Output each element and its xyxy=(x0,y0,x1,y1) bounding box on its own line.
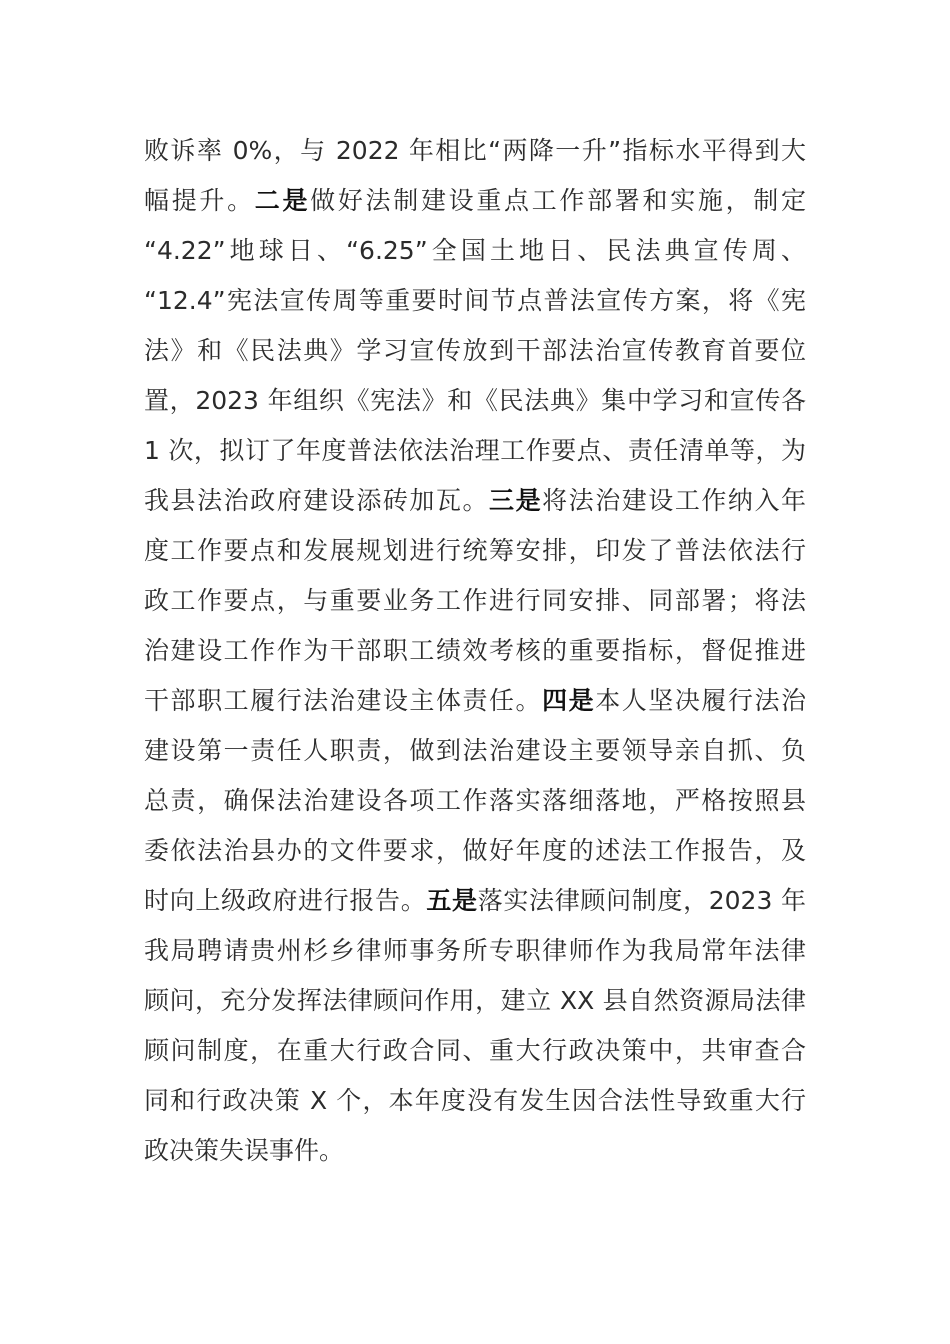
text-segment: 同和行政决策 X 个，本年度没有发生因合法性导致重大行 xyxy=(144,1086,806,1115)
bold-enumerator: 三是 xyxy=(489,486,543,515)
text-segment: 建设第一责任人职责，做到法治建设主要领导亲自抓、负 xyxy=(144,736,806,765)
text-segment: 干部职工履行法治建设主体责任。 xyxy=(144,686,543,715)
text-segment: 置，2023 年组织《宪法》和《民法典》集中学习和宣传各 xyxy=(144,386,806,415)
text-segment: 法》和《民法典》学习宣传放到干部法治宣传教育首要位 xyxy=(144,336,806,365)
text-segment: “4.22”地球日、“6.25”全国土地日、民法典宣传周、 xyxy=(144,236,806,265)
text-line xyxy=(144,426,806,476)
text-line xyxy=(144,476,806,526)
text-segment: 幅提升。 xyxy=(144,186,255,215)
text-line xyxy=(144,876,806,926)
text-line xyxy=(144,576,806,626)
text-segment: 我县法治政府建设添砖加瓦。 xyxy=(144,486,490,515)
text-line xyxy=(144,376,806,426)
text-segment: 顾问制度，在重大行政合同、重大行政决策中，共审查合 xyxy=(144,1036,806,1065)
text-segment: 委依法治县办的文件要求，做好年度的述法工作报告，及 xyxy=(144,836,806,865)
text-line xyxy=(144,1126,806,1176)
text-segment: 政决策失误事件。 xyxy=(144,1136,345,1165)
text-line xyxy=(144,1076,806,1126)
text-line xyxy=(144,226,806,276)
text-segment: 顾问，充分发挥法律顾问作用，建立 XX 县自然资源局法律 xyxy=(144,986,806,1015)
bold-enumerator: 二是 xyxy=(254,186,311,215)
text-segment: 做好法制建设重点工作部署和实施，制定 xyxy=(310,186,806,215)
text-segment: 本人坚决履行法治 xyxy=(595,686,806,715)
text-line xyxy=(144,526,806,576)
bold-enumerator: 五是 xyxy=(426,886,478,915)
text-segment: 度工作要点和发展规划进行统筹安排，印发了普法依法行 xyxy=(144,536,806,565)
text-line xyxy=(144,776,806,826)
text-segment: “12.4”宪法宣传周等重要时间节点普法宣传方案，将《宪 xyxy=(144,286,806,315)
text-segment: 败诉率 0%，与 2022 年相比“两降一升”指标水平得到大 xyxy=(144,136,806,165)
text-line xyxy=(144,976,806,1026)
text-segment: 我局聘请贵州杉乡律师事务所专职律师作为我局常年法律 xyxy=(144,936,806,965)
text-line xyxy=(144,826,806,876)
text-line xyxy=(144,176,806,226)
body-paragraph xyxy=(144,126,806,1176)
text-segment: 落实法律顾问制度，2023 年 xyxy=(477,886,806,915)
text-line xyxy=(144,626,806,676)
text-segment: 治建设工作作为干部职工绩效考核的重要指标，督促推进 xyxy=(144,636,806,665)
text-segment: 时向上级政府进行报告。 xyxy=(144,886,427,915)
text-segment: 将法治建设工作纳入年 xyxy=(542,486,806,515)
text-line xyxy=(144,676,806,726)
text-segment: 政工作要点，与重要业务工作进行同安排、同部署；将法 xyxy=(144,586,806,615)
text-line xyxy=(144,1026,806,1076)
text-line xyxy=(144,326,806,376)
text-line xyxy=(144,926,806,976)
text-line xyxy=(144,726,806,776)
text-line xyxy=(144,276,806,326)
text-segment: 1 次，拟订了年度普法依法治理工作要点、责任清单等，为 xyxy=(144,436,806,465)
text-segment: 总责，确保法治建设各项工作落实落细落地，严格按照县 xyxy=(144,786,806,815)
bold-enumerator: 四是 xyxy=(542,686,596,715)
text-line xyxy=(144,126,806,176)
